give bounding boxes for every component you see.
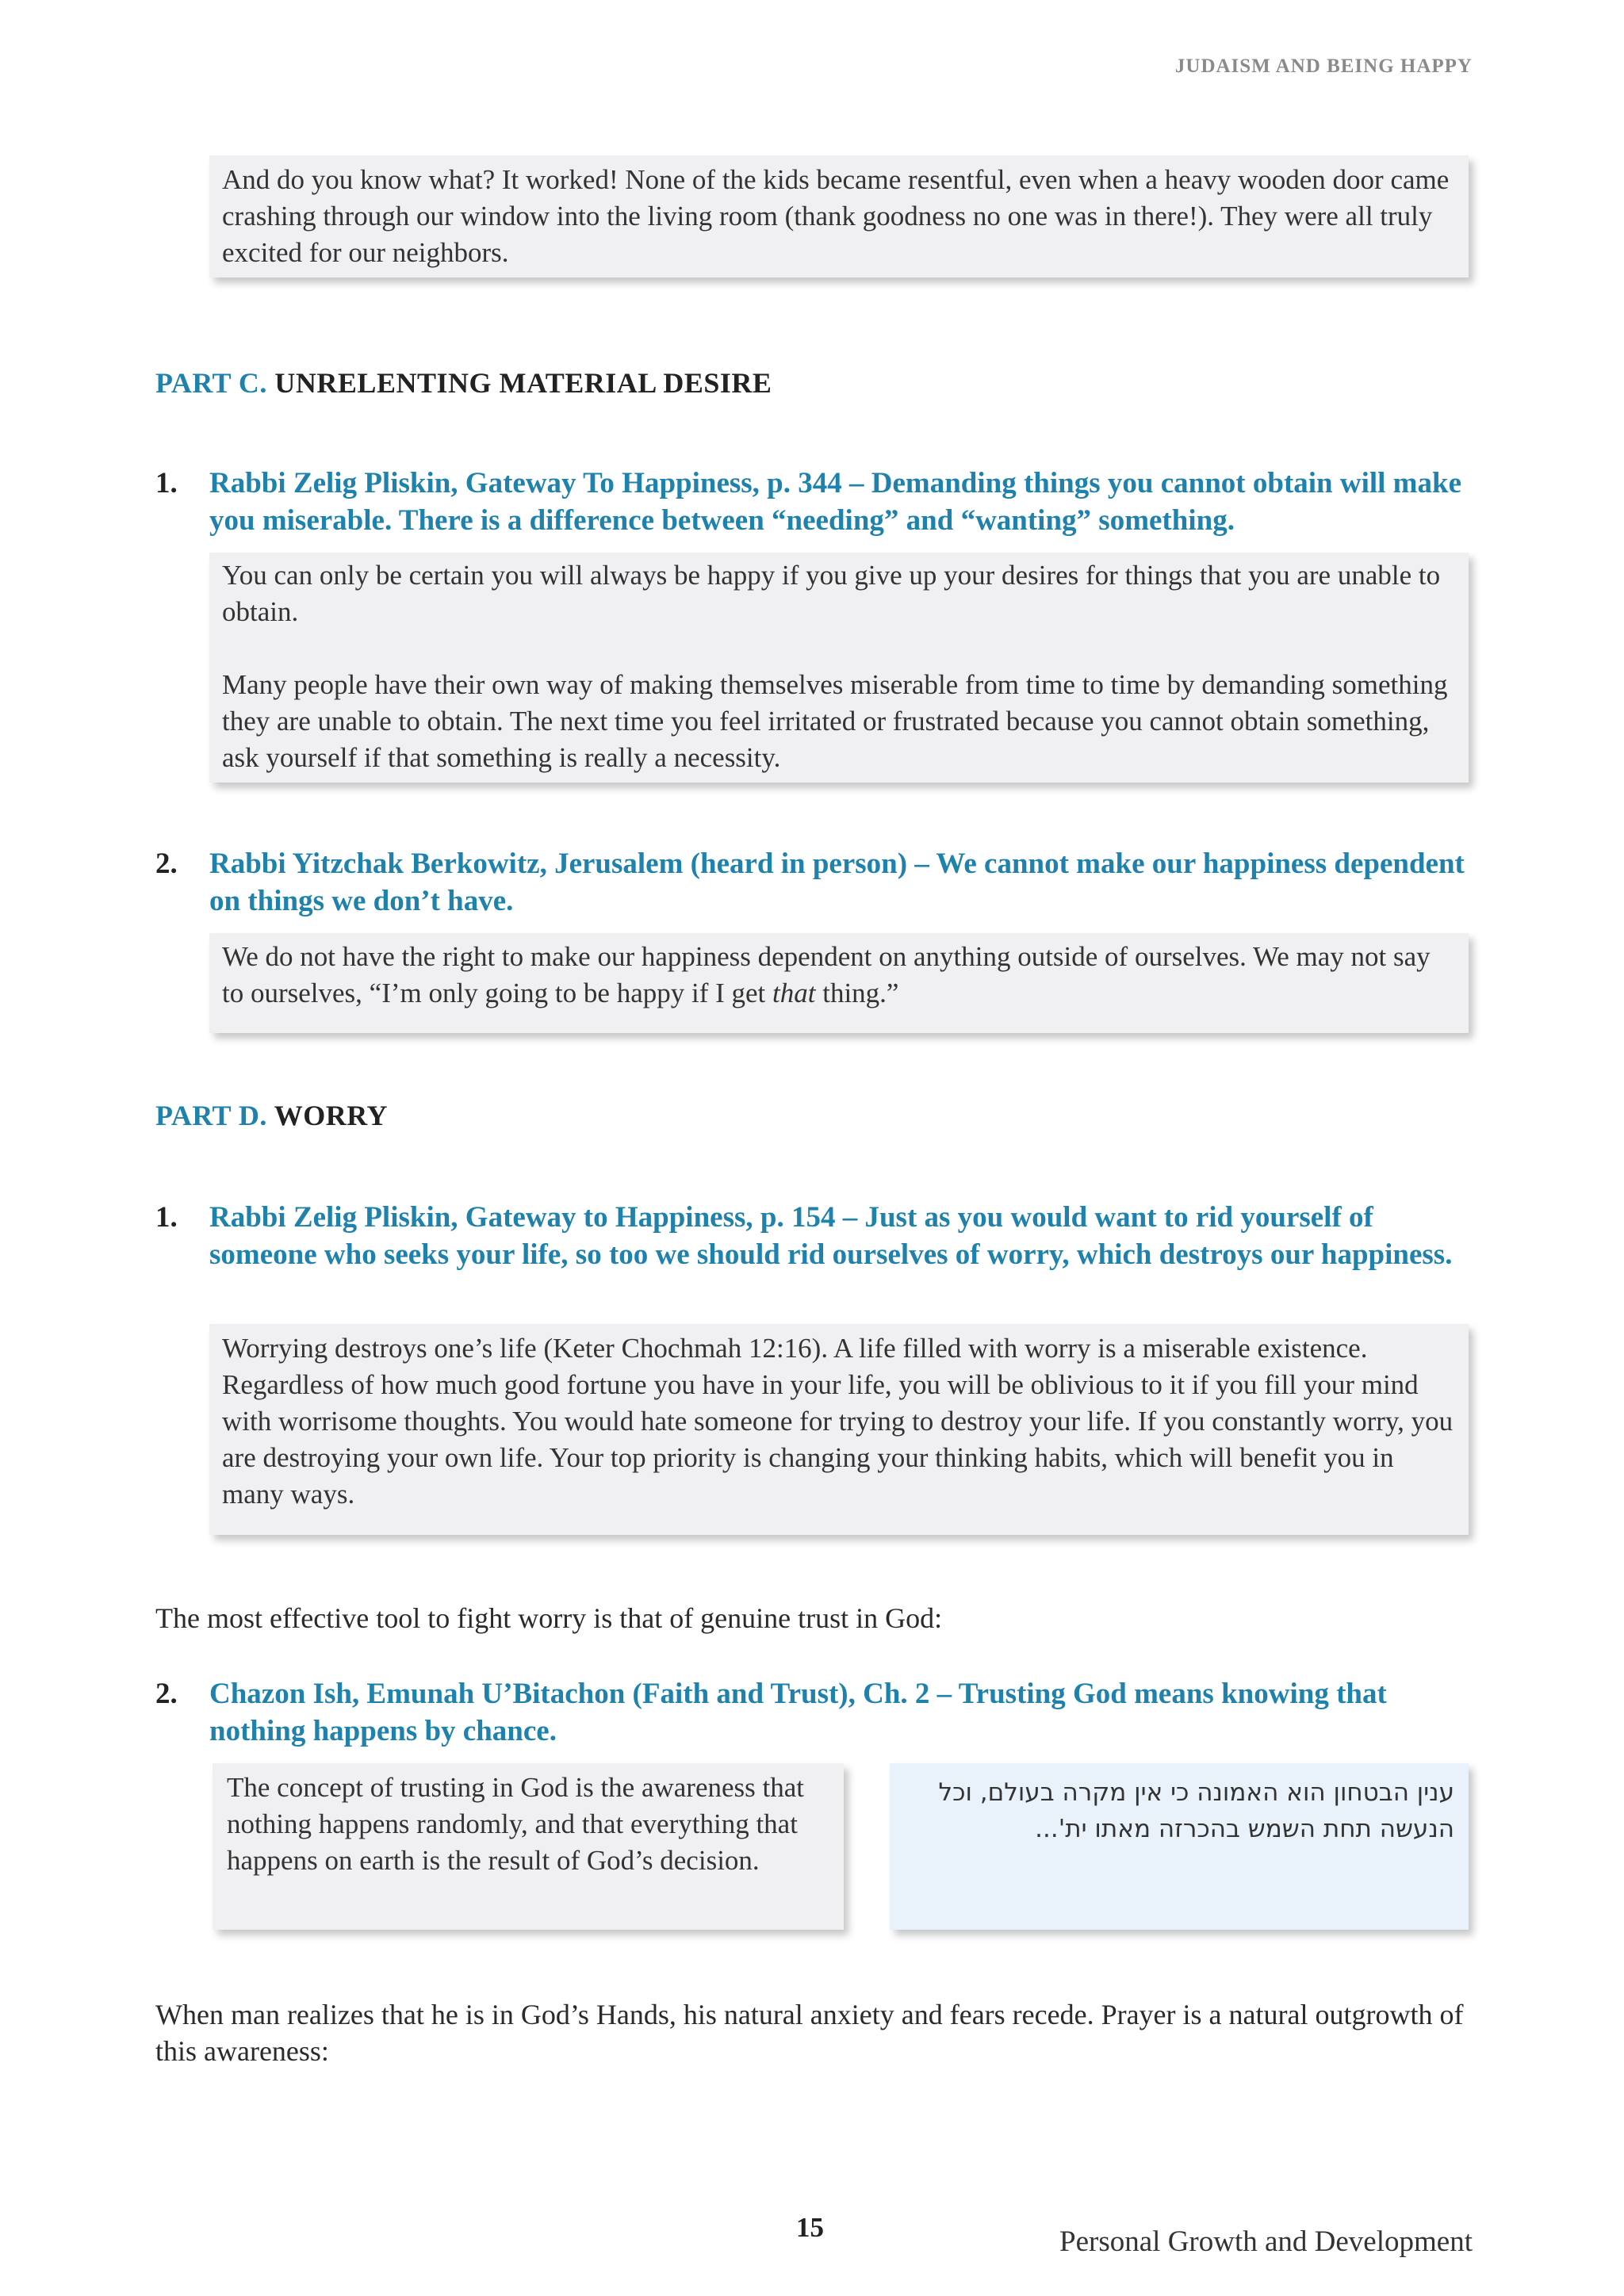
part-c-heading — [155, 366, 772, 400]
hebrew-source-line-2: הנעשה תחת השמש בהכרזה מאתו ית'... — [1035, 1815, 1454, 1843]
footer-section-title: Personal Growth and Development — [1059, 2225, 1473, 2258]
quote-text: Worrying destroys one’s life (Keter Chochmah 12:16). A life filled with worry is a miserable existence. Regardless of how much good fortune you have in your life, you will be oblivious to it if you fill your mind with worrisome thoughts. You would hate someone for trying to destroy your life. If you constantly worry, you are destroying your own life. Your top priority is changing your thinking habits, which will benefit you in many ways. — [222, 1333, 1454, 1510]
running-header: JUDAISM AND BEING HAPPY — [1174, 55, 1473, 77]
quote-text-emphasis: that — [772, 978, 816, 1008]
closing-text: When man realizes that he is in God’s Hands, his natural anxiety and fears recede. Prayer is a natural outgrowth of this awareness: — [155, 1999, 1464, 2067]
part-d-heading — [155, 1099, 388, 1132]
english-translation-box — [213, 1763, 844, 1930]
part-c-label: PART C. — [155, 367, 267, 399]
source-number: 2. — [155, 1678, 178, 1710]
quote-paragraph-2: Many people have their own way of making themselves miserable from time to time by demanding something they are unable to obtain. The next time you feel irritated or frustrated because you cannot obtain something, ask yourself if that something is really a necessity. — [222, 669, 1448, 773]
part-c-source-1-quote-box — [209, 553, 1469, 783]
quote-paragraph-1: You can only be certain you will always be happy if you give up your desires for things that you are unable to obtain. — [222, 560, 1441, 627]
part-d-source-1-quote-box — [209, 1324, 1469, 1535]
quote-text-after: thing.” — [815, 978, 899, 1008]
intro-quote-text: And do you know what? It worked! None of the kids became resentful, even when a heavy wooden door came crashing through our window into the living room (thank goodness no one was in there!). They were all truly excited for our neighbors. — [222, 164, 1450, 268]
part-d-label: PART D. — [155, 1100, 267, 1131]
source-title: Rabbi Zelig Pliskin, Gateway To Happiness, p. 344 – Demanding things you cannot obtain will make you miserable. There is a difference between “needing” and “wanting” something. — [209, 467, 1462, 537]
part-d-source-2-heading — [155, 1675, 1488, 1750]
source-title: Rabbi Zelig Pliskin, Gateway to Happiness, p. 154 – Just as you would want to rid yourself of someone who seeks your life, so too we should rid ourselves of worry, which destroys our happiness. — [209, 1201, 1453, 1271]
hebrew-source-line-1: ענין הבטחון הוא האמונה כי אין מקרה בעולם, וכל — [938, 1778, 1454, 1807]
hebrew-source-box — [890, 1763, 1469, 1930]
source-number: 2. — [155, 848, 178, 880]
english-translation-text: The concept of trusting in God is the awareness that nothing happens randomly, and that everything that happens on earth is the result of God’s decision. — [227, 1772, 804, 1876]
part-d-title: WORRY — [274, 1100, 389, 1131]
source-number: 1. — [155, 1201, 178, 1234]
part-d-source-1-heading — [155, 1199, 1488, 1273]
part-c-title: UNRELENTING MATERIAL DESIRE — [274, 367, 772, 399]
quote-text-before: We do not have the right to make our happiness dependent on anything outside of ourselves. We may not say to ourselves, “I’m only going to be happy if I get — [222, 941, 1431, 1008]
quote-text — [222, 939, 1456, 1012]
source-title: Rabbi Yitzchak Berkowitz, Jerusalem (heard in person) – We cannot make our happiness dependent on things we don’t have. — [209, 848, 1465, 917]
part-c-source-2-heading — [155, 845, 1488, 920]
source-number: 1. — [155, 467, 178, 499]
part-c-source-1-heading — [155, 465, 1488, 539]
source-title: Chazon Ish, Emunah U’Bitachon (Faith and Trust), Ch. 2 – Trusting God means knowing that nothing happens by chance. — [209, 1678, 1387, 1747]
page-number: 15 — [796, 2212, 824, 2243]
transition-text: The most effective tool to fight worry is that of genuine trust in God: — [155, 1602, 943, 1634]
part-c-source-2-quote-box — [209, 933, 1469, 1033]
intro-quote-box — [209, 155, 1469, 277]
